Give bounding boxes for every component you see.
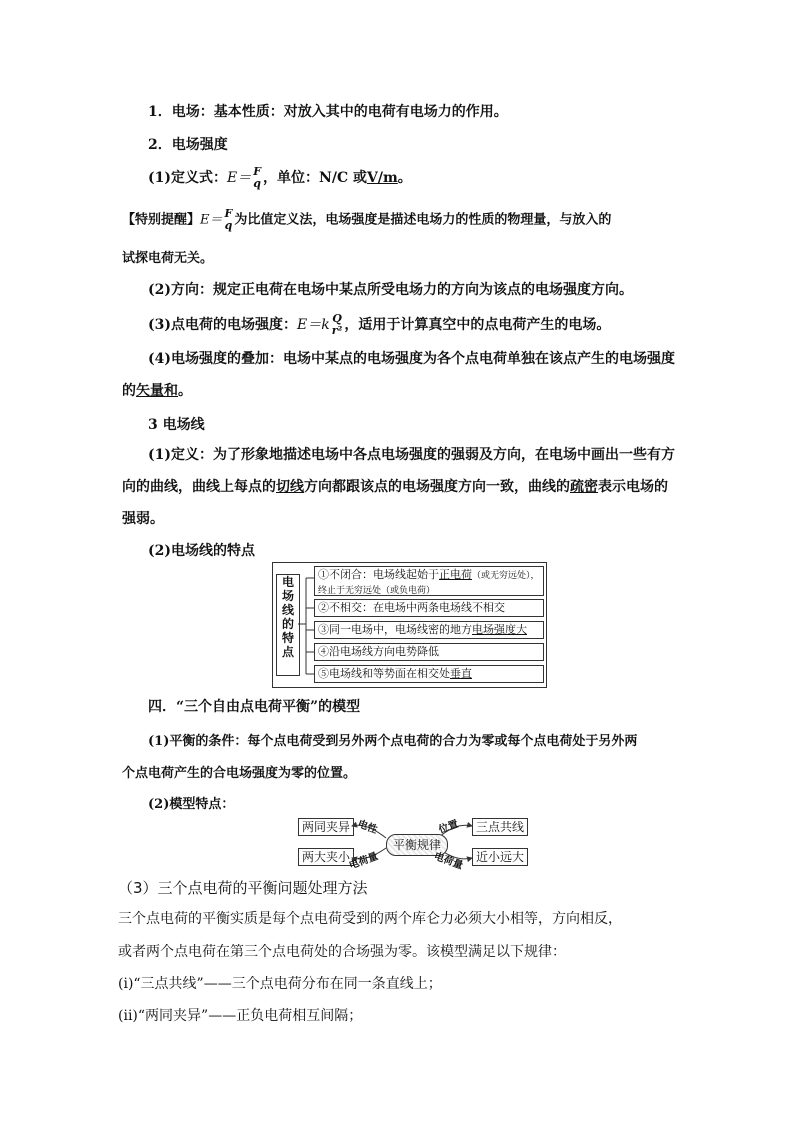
field-line-features-heading: (2)电场线的特点 bbox=[148, 543, 255, 559]
special-note-line-2: 试探电荷无关。 bbox=[122, 251, 214, 266]
superposition-line-1: (4)电场强度的叠加：电场中某点的电场强度为各个点电荷单独在该点产生的电场强度 bbox=[148, 351, 675, 367]
point-charge-line: (3)点电荷的电场强度：E＝k Q r² ，适用于计算真空中的点电荷产生的电场。 bbox=[148, 312, 611, 337]
fraction-f-over-q: F q bbox=[253, 165, 262, 190]
field-line-feature-5: ⑤电场线和等势面在相交处垂直 bbox=[314, 665, 544, 683]
model-two-same-sandwich-opposite: 两同夹异 bbox=[298, 818, 354, 836]
model-center-balance-rule: 平衡规律 bbox=[386, 834, 448, 856]
balance-condition-2: 个点电荷产生的合电场强度为零的位置。 bbox=[122, 766, 357, 781]
arc-label-charge-left: 电荷量 bbox=[347, 851, 380, 872]
arc-label-position: 位置 bbox=[437, 818, 460, 836]
fraction-q-over-r2: Q r² bbox=[331, 312, 343, 337]
model-near-small-far-large: 近小远大 bbox=[472, 848, 528, 866]
rule-collinear: (i)“三点共线”——三个点电荷分布在同一条直线上； bbox=[118, 976, 442, 992]
rule-alternating: (ii)“两同夹异”——正负电荷相互间隔； bbox=[118, 1008, 363, 1024]
direction-line: (2)方向：规定正电荷在电场中某点所受电场力的方向为该点的电场强度方向。 bbox=[148, 282, 633, 298]
superposition-line-2: 的矢量和。 bbox=[122, 383, 192, 399]
heading-electric-field-strength: 2．电场强度 bbox=[148, 137, 228, 153]
field-line-feature-1: ①不闭合：电场线起始于正电荷（或无穷远处）， 终止于无穷远处（或负电荷） bbox=[314, 566, 544, 596]
special-note-line: 【特别提醒】E＝ F q 为比值定义法，电场强度是描述电场力的性质的物理量，与放入的 bbox=[122, 207, 612, 232]
line-1: 1．电场：基本性质：对放入其中的电荷有电场力的作用。 bbox=[148, 104, 508, 120]
field-line-def-1: (1)定义：为了形象地描述电场中各点电场强度的强弱及方向，在电场中画出一些有方 bbox=[148, 447, 675, 463]
fraction-f-over-q-2: F q bbox=[224, 207, 233, 232]
heading-three-charge-model: 四．“三个自由点电荷平衡”的模型 bbox=[148, 699, 361, 715]
definition-line: (1)定义式：E＝ F q ，单位：N/C 或V/m。 bbox=[148, 165, 412, 190]
model-three-points-collinear: 三点共线 bbox=[472, 818, 528, 836]
field-line-features-label: 电 场 线 的 特 点 bbox=[276, 574, 300, 676]
field-line-feature-4: ④沿电场线方向电势降低 bbox=[314, 643, 544, 661]
method-heading: （3）三个点电荷的平衡问题处理方法 bbox=[118, 879, 368, 897]
arc-label-polarity: 电性 bbox=[356, 818, 379, 836]
arc-label-charge-right: 电荷量 bbox=[432, 851, 465, 872]
model-features-heading: (2)模型特点： bbox=[148, 797, 235, 812]
field-line-feature-2: ②不相交：在电场中两条电场线不相交 bbox=[314, 599, 544, 617]
field-line-feature-3: ③同一电场中，电场线密的地方电场强度大 bbox=[314, 621, 544, 639]
field-line-def-2: 向的曲线，曲线上每点的切线方向都跟该点的电场强度方向一致，曲线的疏密表示电场的 bbox=[122, 479, 668, 495]
model-two-large-sandwich-small: 两大夹小 bbox=[298, 848, 354, 866]
heading-field-lines: 3 电场线 bbox=[148, 417, 205, 433]
method-line-2: 或者两个点电荷在第三个点电荷处的合场强为零。该模型满足以下规律： bbox=[118, 944, 566, 960]
field-line-def-3: 强弱。 bbox=[122, 511, 164, 527]
method-line-1: 三个点电荷的平衡实质是每个点电荷受到的两个库仑力必须大小相等，方向相反， bbox=[118, 911, 622, 927]
balance-condition-1: (1)平衡的条件：每个点电荷受到另外两个点电荷的合力为零或每个点电荷处于另外两 bbox=[148, 734, 638, 749]
